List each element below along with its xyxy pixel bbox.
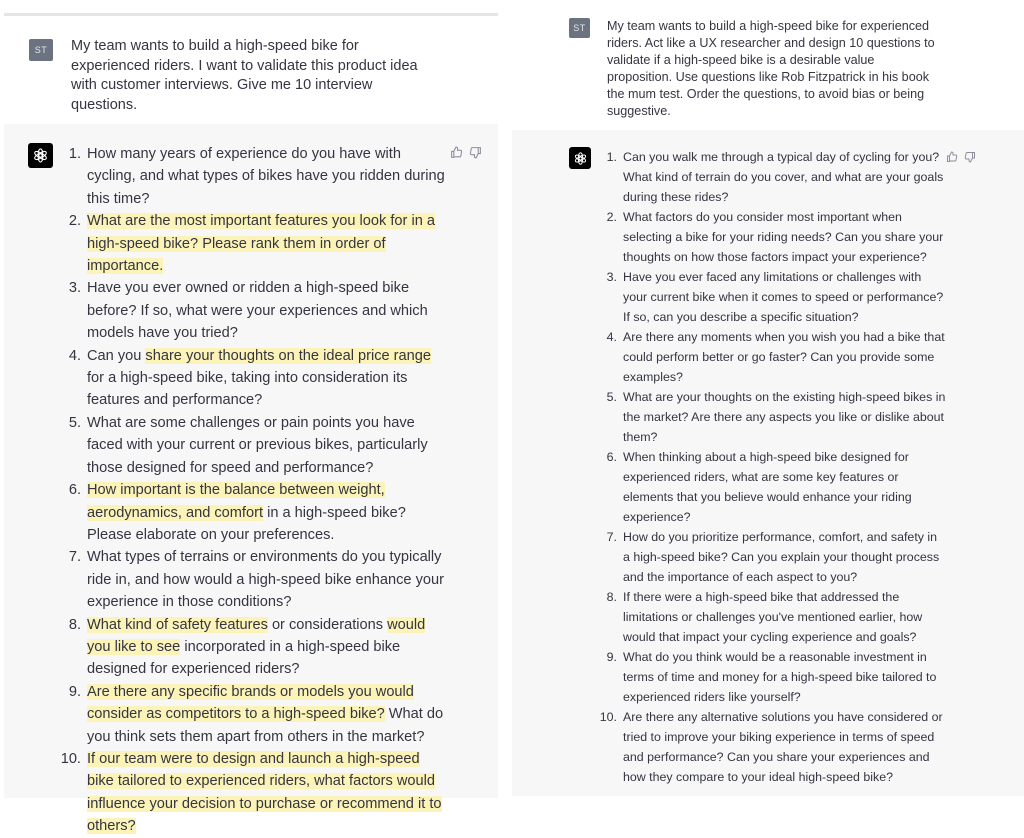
question-number: 3. [606,270,617,284]
question-text: What do you think sets them apart from others in the market? [87,706,444,745]
user-prompt-text: My team wants to build a high-speed bike for experienced riders. I want to validate this product idea with customer interviews. Give me 10 interview questions. [71,38,418,113]
right-conversation-panel [511,0,1024,802]
question-item [571,327,947,387]
question-text: or considerations [267,616,388,633]
question-text: What types of terrains or environments do you typically ride in, and how would a high-speed bike enhance your experience in those conditions? [87,549,444,611]
question-number: 7. [606,530,617,544]
user-avatar: ST [569,18,590,38]
question-text: What do you think would be a reasonable investment in terms of time and money for a high-speed bike tailored to experienced riders like yourself? [623,650,937,704]
top-divider [4,13,498,16]
interview-questions-list [571,147,947,787]
question-item [571,707,947,787]
assistant-message-row [512,130,1024,796]
feedback-buttons [450,146,482,164]
assistant-message-row [4,124,498,835]
feedback-buttons [946,150,976,168]
question-number: 9. [606,650,617,664]
thumbs-up-icon[interactable] [450,146,463,164]
question-number: 9. [68,683,81,700]
question-text: Can you walk me through a typical day of cycling for you? What kind of terrain do you cover, and what are your goals during these rides? [623,150,944,204]
question-item [571,647,947,707]
highlighted-question-text: would you like to see [87,616,426,655]
question-text: Have you ever faced any limitations or challenges with your current bike when it comes to speed or performance? If so, can you describe a specific situation? [623,270,944,324]
question-item [29,412,447,479]
question-number: 1. [606,150,617,164]
question-text: Are there any alternative solutions you have considered or tried to improve your biking experience in terms of speed and performance? Can you share your experiences and how they compare to your ideal high-speed bike? [623,710,943,784]
highlighted-question-text: If our team were to design and launch a high-speed bike tailored to experienced riders, what factors would influence your decision to purchase or recommend it to others? [87,750,442,835]
question-text: What are your thoughts on the existing high-speed bikes in the market? Are there any aspects you like or dislike about them? [623,390,946,444]
question-item [571,267,947,327]
question-item [29,546,447,613]
question-number: 5. [68,414,81,431]
question-item [571,587,947,647]
question-number: 1. [68,146,81,162]
question-number: 2. [606,210,617,224]
question-text: How many years of experience do you have with cycling, and what types of bikes have you ridden during this time? [87,146,445,207]
question-text: Can you [87,347,146,364]
question-number: 6. [606,450,617,464]
question-item [29,479,447,546]
user-avatar: ST [29,39,53,61]
question-number: 4. [606,330,617,344]
question-item [571,147,947,207]
question-number: 10. [60,750,81,767]
user-prompt-text: My team wants to build a high-speed bike for experienced riders. Act like a UX researcher and design 10 questions to validate if a high-speed bike is a desirable value proposition. Use questions like Rob Fitzpatrick in his book the mum test. Order the questions, to avoid bias or being suggestive. [607,19,935,118]
question-item [571,387,947,447]
question-number: 7. [68,549,81,566]
highlighted-question-text: What are the most important features you look for in a high-speed bike? Please rank them in order of importance. [87,213,435,275]
question-item [29,345,447,412]
question-item [29,614,447,681]
question-text: in a high-speed bike? Please elaborate on your preferences. [87,504,406,543]
highlighted-question-text: share your thoughts on the ideal price range [145,347,431,364]
question-text: What are some challenges or pain points you have faced with your current or previous bikes, particularly those designed for speed and performance? [87,414,428,476]
question-text: If there were a high-speed bike that addressed the limitations or challenges you've mentioned earlier, how would that impact your cycling experience and goals? [623,590,923,644]
interview-questions-list [29,143,447,838]
question-number: 5. [606,390,617,404]
question-item [571,527,947,587]
question-number: 8. [606,590,617,604]
highlighted-question-text: How important is the balance between weight, aerodynamics, and comfort [87,482,385,521]
question-number: 10. [599,710,617,724]
question-item [29,277,447,344]
user-message-row [511,0,1024,128]
question-number: 3. [68,280,81,297]
question-text: Are there any moments when you wish you had a bike that could perform better or go faster? Can you provide some examples? [623,330,945,384]
user-message-row [4,18,498,120]
thumbs-up-icon[interactable] [946,150,958,168]
question-item [29,748,447,838]
question-text: How do you prioritize performance, comfort, and safety in a high-speed bike? Can you explain your thought process and the importance of each aspect to you? [623,530,940,584]
thumbs-down-icon[interactable] [469,146,482,164]
question-item [29,143,447,210]
question-text: for a high-speed bike, taking into consideration its features and performance? [87,370,408,409]
question-item [29,681,447,748]
thumbs-down-icon[interactable] [964,150,976,168]
question-text: incorporated in a high-speed bike designed for experienced riders? [87,638,401,678]
question-text: When thinking about a high-speed bike designed for experienced riders, what are some key features or elements that you believe would enhance your riding experience? [623,450,912,524]
question-number: 6. [68,482,81,499]
question-number: 4. [68,347,81,364]
question-item [571,207,947,267]
question-number: 8. [68,616,81,633]
left-conversation-panel [0,0,500,835]
question-item [571,447,947,527]
question-number: 2. [68,213,81,230]
question-text: What factors do you consider most important when selecting a bike for your riding needs? Can you share your thoughts on how those factors impact your experience? [623,210,944,264]
question-item [29,210,447,277]
highlighted-question-text: What kind of safety features [87,616,268,633]
highlighted-question-text: Are there any specific brands or models you would consider as competitors to a high-speed bike? [87,683,414,723]
question-text: Have you ever owned or ridden a high-speed bike before? If so, what were your experiences and which models have you tried? [87,280,428,342]
